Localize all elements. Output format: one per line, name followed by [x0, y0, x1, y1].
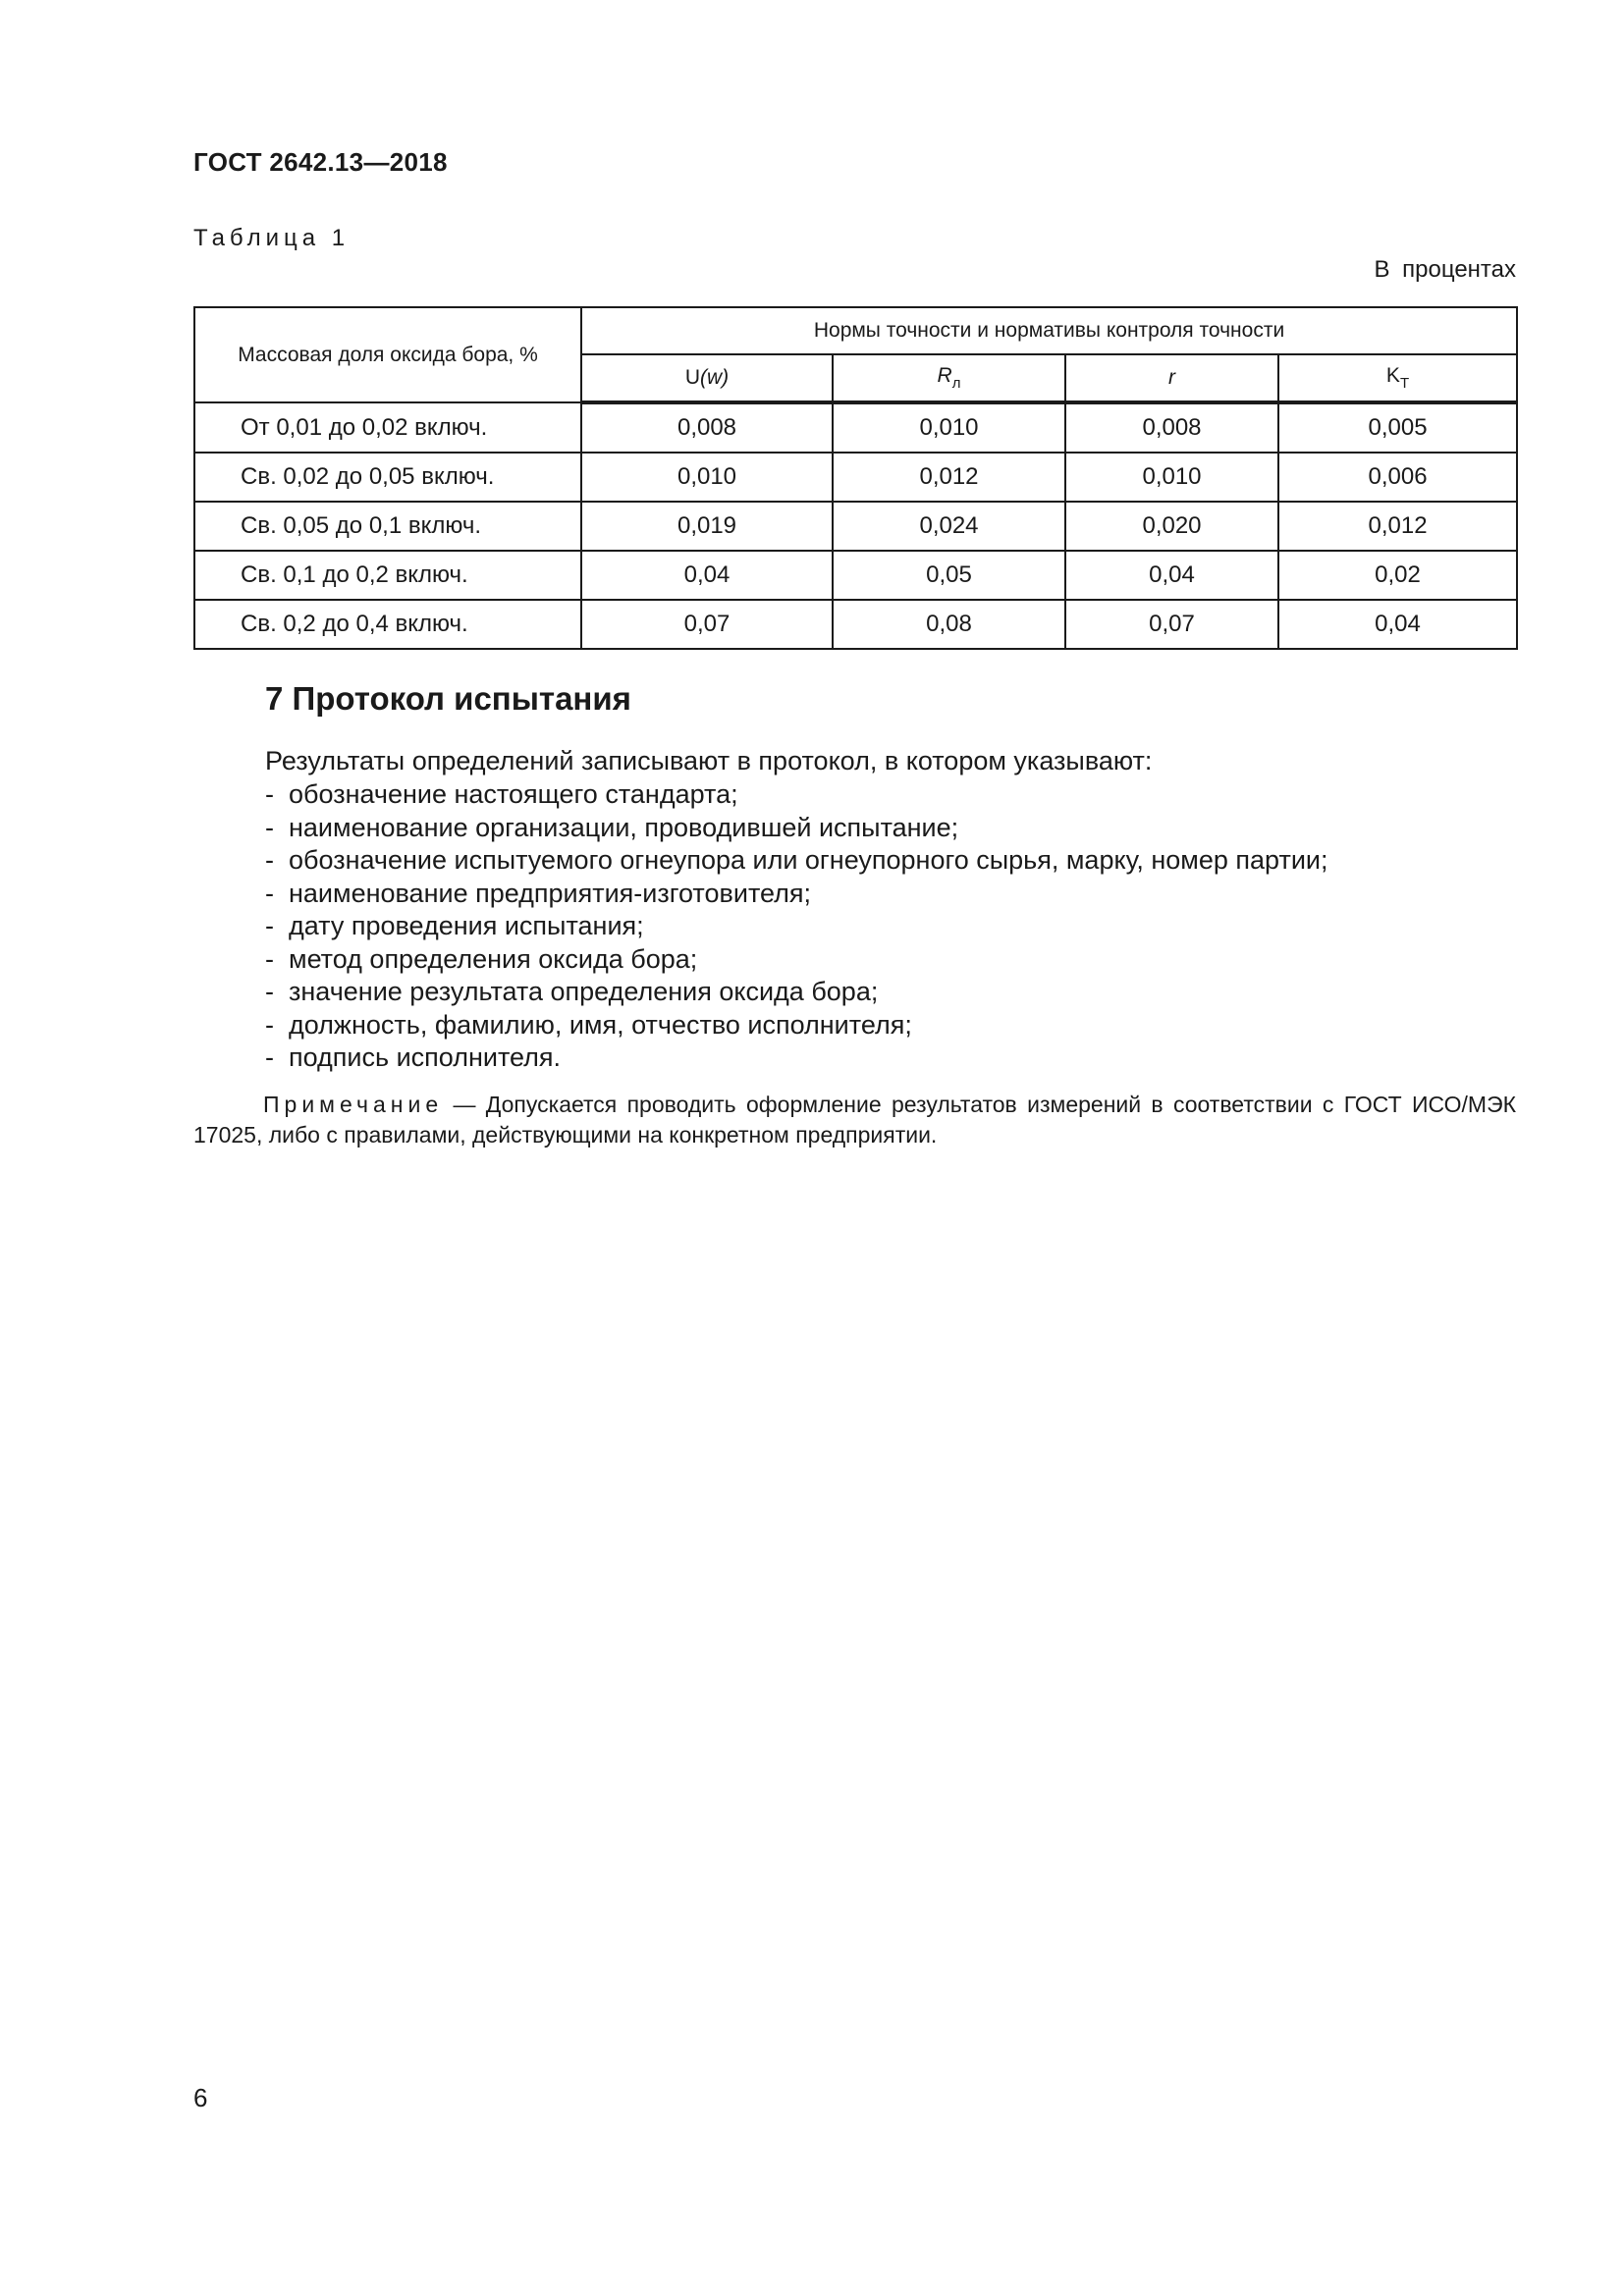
cell-repeatability: 0,04 [1065, 551, 1278, 600]
cell-range: Св. 0,1 до 0,2 включ. [194, 551, 581, 600]
cell-reproducibility: 0,024 [833, 502, 1065, 551]
cell-reproducibility: 0,012 [833, 453, 1065, 502]
list-item: - наименование предприятия-изготовителя; [265, 878, 1328, 911]
cell-repeatability: 0,020 [1065, 502, 1278, 551]
header-accuracy-norms: Нормы точности и нормативы контроля точности [581, 307, 1517, 354]
page-number: 6 [193, 2083, 208, 2112]
list-item: - должность, фамилию, имя, отчество исполнителя; [265, 1009, 1328, 1042]
cell-control-norm: 0,02 [1278, 551, 1517, 600]
cell-control-norm: 0,04 [1278, 600, 1517, 649]
cell-repeatability: 0,010 [1065, 453, 1278, 502]
header-reproducibility [833, 354, 1065, 402]
control-norm-subscript: Т [1399, 375, 1410, 392]
header-repeatability [1065, 354, 1278, 402]
reproducibility-subscript: л [951, 375, 961, 392]
section-lead: Результаты определений записывают в протокол, в котором указывают: [265, 746, 1153, 775]
cell-uncertainty: 0,04 [581, 551, 833, 600]
cell-range: От 0,01 до 0,02 включ. [194, 402, 581, 453]
list-item: - обозначение настоящего стандарта; [265, 778, 1328, 812]
cell-reproducibility: 0,05 [833, 551, 1065, 600]
note-paragraph [193, 1090, 1516, 1150]
cell-repeatability: 0,07 [1065, 600, 1278, 649]
list-item: - метод определения оксида бора; [265, 943, 1328, 977]
list-item: - дату проведения испытания; [265, 910, 1328, 943]
list-item: - значение результата определения оксида бора; [265, 976, 1328, 1009]
header-control-norm [1278, 354, 1517, 402]
table-units: В процентах [1374, 256, 1516, 283]
table-row [194, 402, 1517, 453]
list-item: - обозначение испытуемого огнеупора или огнеупорного сырья, марку, номер партии; [265, 844, 1328, 878]
cell-control-norm: 0,012 [1278, 502, 1517, 551]
table-row [194, 551, 1517, 600]
note-text: — Допускается проводить оформление результатов измерений в соответствии с ГОСТ ИСО/МЭК 17025, либо с правилами, действующими на конкретном предприятии. [193, 1092, 1516, 1148]
uncertainty-argument: (w) [700, 366, 730, 389]
cell-range: Св. 0,02 до 0,05 включ. [194, 453, 581, 502]
header-mass-fraction: Массовая доля оксида бора, % [194, 307, 581, 402]
table-row [194, 453, 1517, 502]
protocol-items-list [265, 778, 1328, 1075]
table-caption: Таблица 1 [193, 225, 351, 251]
cell-reproducibility: 0,08 [833, 600, 1065, 649]
document-id: ГОСТ 2642.13—2018 [193, 147, 448, 177]
table-row [194, 502, 1517, 551]
cell-uncertainty: 0,019 [581, 502, 833, 551]
cell-control-norm: 0,006 [1278, 453, 1517, 502]
uncertainty-symbol: U [684, 366, 700, 389]
repeatability-symbol: r [1168, 366, 1175, 389]
accuracy-norms-table [193, 306, 1518, 650]
note-label: Примечание [263, 1092, 444, 1117]
cell-range: Св. 0,2 до 0,4 включ. [194, 600, 581, 649]
table-row [194, 600, 1517, 649]
control-norm-symbol: K [1385, 364, 1400, 387]
header-uncertainty [581, 354, 833, 402]
cell-repeatability: 0,008 [1065, 402, 1278, 453]
cell-range: Св. 0,05 до 0,1 включ. [194, 502, 581, 551]
cell-control-norm: 0,005 [1278, 402, 1517, 453]
cell-uncertainty: 0,010 [581, 453, 833, 502]
list-item: - подпись исполнителя. [265, 1041, 1328, 1075]
section-title: 7 Протокол испытания [265, 680, 631, 717]
cell-uncertainty: 0,008 [581, 402, 833, 453]
cell-uncertainty: 0,07 [581, 600, 833, 649]
reproducibility-symbol: R [937, 364, 952, 387]
cell-reproducibility: 0,010 [833, 402, 1065, 453]
list-item: - наименование организации, проводившей испытание; [265, 812, 1328, 845]
